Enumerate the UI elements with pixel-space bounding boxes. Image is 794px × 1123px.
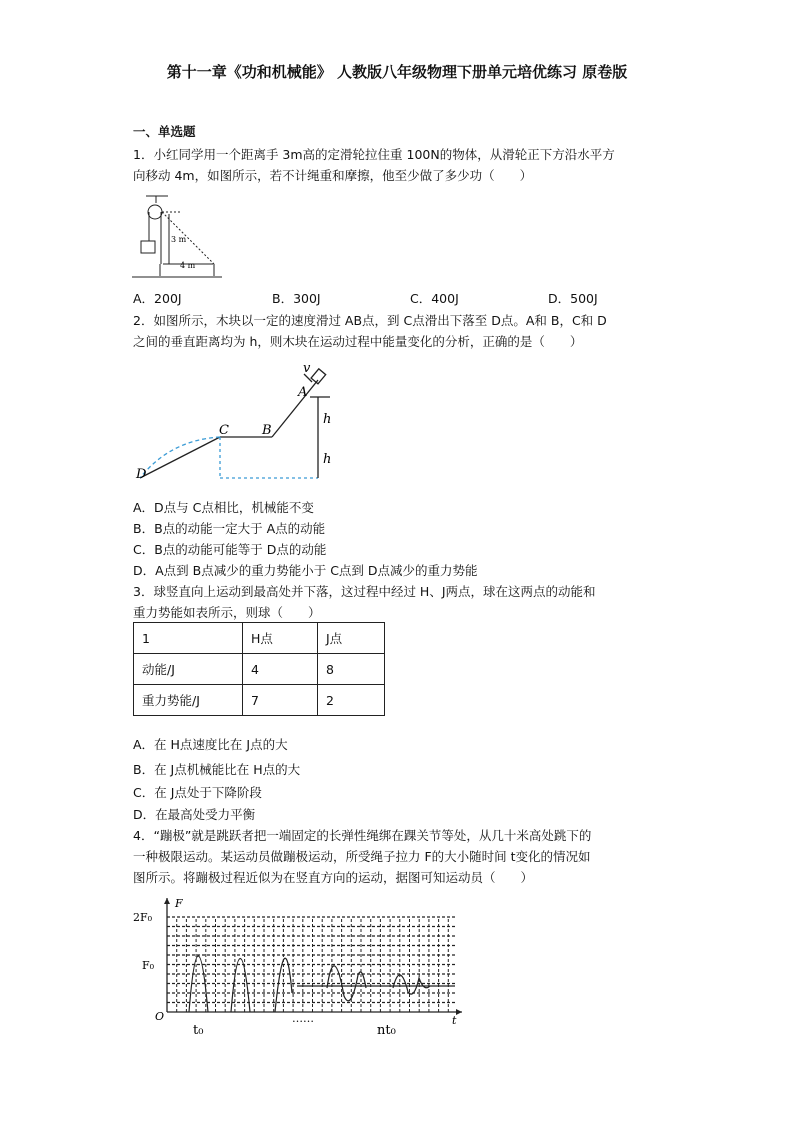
force-time-graph xyxy=(164,898,462,1015)
q3-option-d[interactable]: D．在最高处受力平衡 xyxy=(133,807,256,822)
q1-text: 1．小红同学用一个距离手 3m高的定滑轮拉住重 100N的物体，从滑轮正下方沿水平方 xyxy=(133,147,615,162)
q4-text: 4．“蹦极”就是跳跃者把一端固定的长弹性绳绑在踝关节等处，从几十米高处跳下的 xyxy=(133,828,592,843)
point-b-label: B xyxy=(262,423,272,438)
y-tick-f0: F₀ xyxy=(142,959,155,972)
x-tick-t0: t₀ xyxy=(193,1023,204,1038)
x-tick-nt0: nt₀ xyxy=(377,1023,396,1038)
point-d-label: D xyxy=(136,467,147,482)
x-axis-label: t xyxy=(452,1014,457,1027)
table-cell: 动能/J xyxy=(134,654,243,685)
q3-text: 重力势能如表所示，则球（ ） xyxy=(133,605,321,620)
page-title: 第十一章《功和机械能》 人教版八年级物理下册单元培优练习 原卷版 xyxy=(166,63,628,81)
q2-text: 之间的垂直距离均为 h，则木块在运动过程中能量变化的分析，正确的是（ ） xyxy=(133,334,583,349)
q1-option-b[interactable]: B．300J xyxy=(272,291,321,306)
q2-text: 2．如图所示，木块以一定的速度滑过 AB点，到 C点滑出下落至 D点。A和 B，C和 D xyxy=(133,313,607,328)
q2-option-a[interactable]: A．D点与 C点相比，机械能不变 xyxy=(133,500,314,515)
table-cell: 2 xyxy=(318,685,385,716)
q1-option-d[interactable]: D．500J xyxy=(548,291,598,306)
ellipsis: …… xyxy=(292,1012,314,1025)
table-cell: J点 xyxy=(318,623,385,654)
table-cell: 4 xyxy=(243,654,318,685)
q1-text: 向移动 4m，如图所示，若不计绳重和摩擦，他至少做了多少功（ ） xyxy=(133,168,533,183)
table-row xyxy=(134,623,385,654)
energy-table xyxy=(133,622,385,716)
table-cell: 7 xyxy=(243,685,318,716)
point-c-label: C xyxy=(219,423,229,438)
origin-label: O xyxy=(155,1010,165,1023)
q2-option-c[interactable]: C．B点的动能可能等于 D点的动能 xyxy=(133,542,327,557)
y-tick-2f0: 2F₀ xyxy=(133,911,153,924)
h-label: h xyxy=(323,412,332,427)
point-a-label: A xyxy=(298,385,308,400)
table-cell: 8 xyxy=(318,654,385,685)
q1-option-c[interactable]: C．400J xyxy=(410,291,459,306)
table-row xyxy=(134,685,385,716)
q4-text: 图所示。将蹦极过程近似为在竖直方向的运动，据图可知运动员（ ） xyxy=(133,870,534,885)
v-label: v xyxy=(303,361,311,376)
q3-option-c[interactable]: C．在 J点处于下降阶段 xyxy=(133,785,262,800)
h-label: h xyxy=(323,452,332,467)
y-axis-label: F xyxy=(175,897,183,910)
q2-option-d[interactable]: D．A点到 B点减少的重力势能小于 C点到 D点减少的重力势能 xyxy=(133,563,478,578)
table-row xyxy=(134,654,385,685)
table-cell: 1 xyxy=(134,623,243,654)
q3-text: 3．球竖直向上运动到最高处并下落，这过程中经过 H、J两点，球在这两点的动能和 xyxy=(133,584,596,599)
section-heading: 一、单选题 xyxy=(133,124,196,139)
table-cell: H点 xyxy=(243,623,318,654)
table-cell: 重力势能/J xyxy=(134,685,243,716)
q1-option-a[interactable]: A．200J xyxy=(133,291,182,306)
q2-option-b[interactable]: B．B点的动能一定大于 A点的动能 xyxy=(133,521,326,536)
q3-option-a[interactable]: A．在 H点速度比在 J点的大 xyxy=(133,737,288,752)
distance-label: 4 m xyxy=(180,261,196,270)
q4-text: 一种极限运动。某运动员做蹦极运动，所受绳子拉力 F的大小随时间 t变化的情况如 xyxy=(133,849,591,864)
q3-option-b[interactable]: B．在 J点机械能比在 H点的大 xyxy=(133,762,301,777)
height-label: 3 m xyxy=(171,235,187,244)
